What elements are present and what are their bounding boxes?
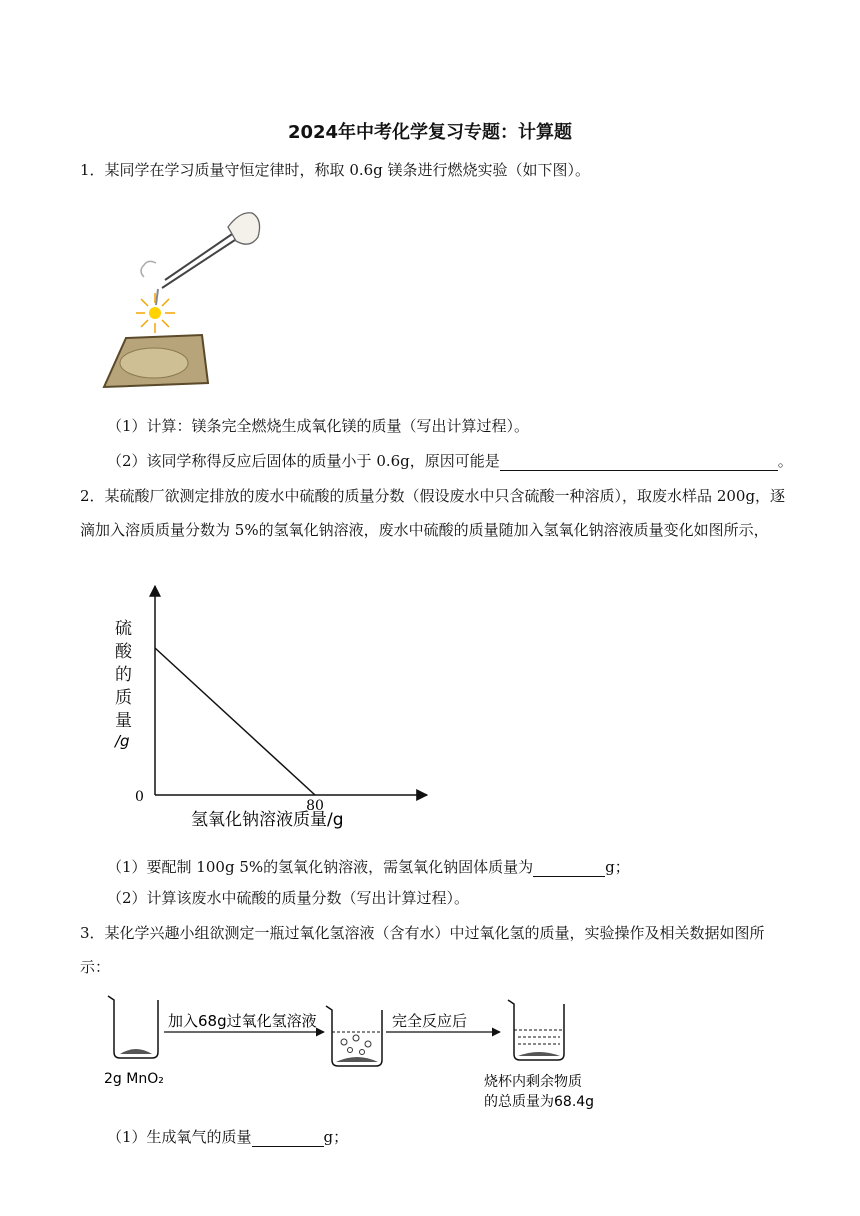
- catalyst-2-shape: [336, 1057, 378, 1062]
- beaker-1-shape: [108, 996, 158, 1058]
- q1-sub2: [107, 451, 793, 471]
- arrow-1-label: 加入68g过氧化氢溶液: [168, 1012, 317, 1030]
- magnesium-burning-figure: [100, 205, 270, 390]
- q3-sub1-text: （1）生成氧气的质量: [107, 1128, 252, 1146]
- tongs-arm-shape: [165, 230, 238, 280]
- q2-answer-blank[interactable]: [533, 860, 605, 877]
- origin-label: 0: [135, 789, 144, 805]
- q1-answer-blank[interactable]: [500, 454, 778, 471]
- q3-sub1-end: g；: [323, 1128, 349, 1146]
- y-axis-label-char: 酸: [115, 642, 132, 662]
- experiment-flow-diagram: [100, 990, 620, 1115]
- result-line-1: 烧杯内剩余物质: [484, 1074, 582, 1090]
- page-title: 2024年中考化学复习专题：计算题: [287, 122, 573, 143]
- q3-sub1: [107, 1127, 348, 1147]
- q2-sub1-end: g；: [605, 858, 630, 876]
- liquid-3-shape: [514, 1030, 564, 1044]
- asbestos-center-shape: [120, 348, 188, 378]
- y-axis-label-char: 量: [115, 711, 132, 731]
- q2-stem-line1: 2．某硫酸厂欲测定排放的废水中硫酸的质量分数（假设废水中只含硫酸一种溶质），取废水样品 200g，逐: [80, 487, 786, 505]
- x-tick-label: 80: [306, 798, 324, 814]
- q2-sub2: （2）计算该废水中硫酸的质量分数（写出计算过程）。: [107, 889, 470, 907]
- bubbles-shape: [341, 1035, 371, 1055]
- beaker-1-label: 2g MnO₂: [104, 1071, 164, 1087]
- y-axis-label-char: 硫: [115, 619, 132, 639]
- mno2-powder-shape: [120, 1049, 152, 1054]
- q2-sub1-text: （1）要配制 100g 5%的氢氧化钠溶液，需氢氧化钠固体质量为: [107, 858, 534, 876]
- q1-sub2-end: 。: [777, 452, 793, 470]
- q1-stem: 1．某同学在学习质量守恒定律时，称取 0.6g 镁条进行燃烧实验（如下图）。: [80, 161, 591, 179]
- y-axis-label-char: 的: [115, 665, 132, 685]
- q2-stem-line2: 滴加入溶质质量分数为 5%的氢氧化钠溶液，废水中硫酸的质量随加入氢氧化钠溶液质量变化如图所示，: [80, 521, 769, 539]
- y-unit: /g: [115, 732, 130, 750]
- arrow-2-label: 完全反应后: [392, 1012, 468, 1030]
- flame-shape: [149, 307, 161, 319]
- hand-shape: [228, 213, 260, 244]
- q1-sub1: （1）计算：镁条完全燃烧生成氧化镁的质量（写出计算过程）。: [107, 417, 530, 435]
- series-line: [155, 648, 315, 795]
- residue-3-shape: [518, 1052, 560, 1056]
- q2-sub1: [107, 857, 630, 877]
- q3-stem-line2: 示：: [80, 958, 111, 976]
- q3-answer-blank[interactable]: [252, 1130, 324, 1147]
- q1-sub2-text: （2）该同学称得反应后固体的质量小于 0.6g，原因可能是: [107, 452, 500, 470]
- q3-stem-line1: 3．某化学兴趣小组欲测定一瓶过氧化氢溶液（含有水）中过氧化氢的质量，实验操作及相关数据如图所: [80, 924, 765, 942]
- x-axis-label: 氢氧化钠溶液质量/g: [191, 810, 344, 830]
- smoke-shape: [141, 261, 156, 277]
- y-axis-label-char: 质: [115, 688, 132, 708]
- sulfuric-acid-chart: [105, 578, 440, 833]
- result-line-2: 的总质量为68.4g: [484, 1094, 595, 1110]
